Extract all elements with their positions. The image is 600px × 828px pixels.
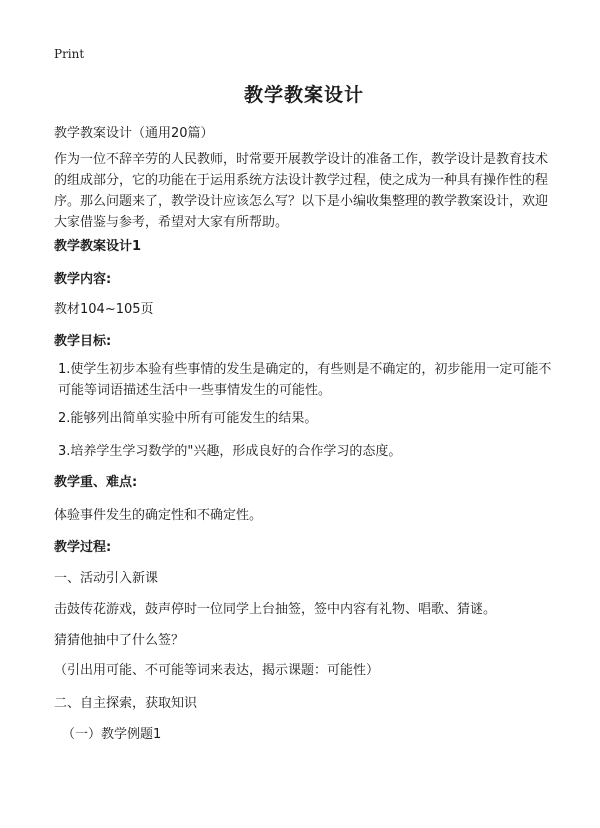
section-heading: 教学教案设计1	[54, 239, 142, 254]
step-1-note: （引出用可能、不可能等词来表达，揭示课题：可能性）	[54, 663, 380, 678]
document-subtitle: 教学教案设计（通用20篇）	[54, 126, 214, 141]
step-1-question: 猜猜他抽中了什么签？	[54, 633, 185, 648]
key-points-text: 体验事件发生的确定性和不确定性。	[54, 508, 263, 523]
step-1-title: 一、活动引入新课	[54, 571, 159, 586]
print-link[interactable]: Print	[54, 47, 85, 61]
intro-paragraph: 作为一位不辞辛劳的人民教师，时常要开展教学设计的准备工作，教学设计是教育技术的组成部分，它的功能在于运用系统方法设计教学过程，使之成为一种具有操作性的程序。那么问题来了，教学设计应该怎么写？以下是小编收集整理的教学教案设计，欢迎大家借鉴与参考，希望对大家有所帮助。	[54, 152, 549, 230]
goal-item-2: 2.能够列出简单实验中所有可能发生的结果。	[58, 411, 318, 426]
goal-item-3: 3.培养学生学习数学的"兴趣，形成良好的合作学习的态度。	[58, 444, 402, 459]
step-2-title: 二、自主探索，获取知识	[54, 696, 198, 711]
page-title: 教学教案设计	[243, 84, 364, 106]
key-points-heading: 教学重、难点:	[54, 475, 138, 490]
goal-item-1: 1.使学生初步本验有些事情的发生是确定的，有些则是不确定的，初步能用一定可能不可能等词语描述生活中一些事情发生的可能性。	[58, 362, 552, 398]
process-heading: 教学过程:	[54, 540, 112, 555]
step-2-subtitle: （一）教学例题1	[62, 727, 162, 742]
step-1-text: 击鼓传花游戏，鼓声停时一位同学上台抽签，签中内容有礼物、唱歌、猜谜。	[54, 602, 497, 617]
goals-heading: 教学目标:	[54, 334, 112, 349]
content-text: 教材104~105页	[54, 302, 154, 317]
content-heading: 教学内容:	[54, 272, 112, 287]
